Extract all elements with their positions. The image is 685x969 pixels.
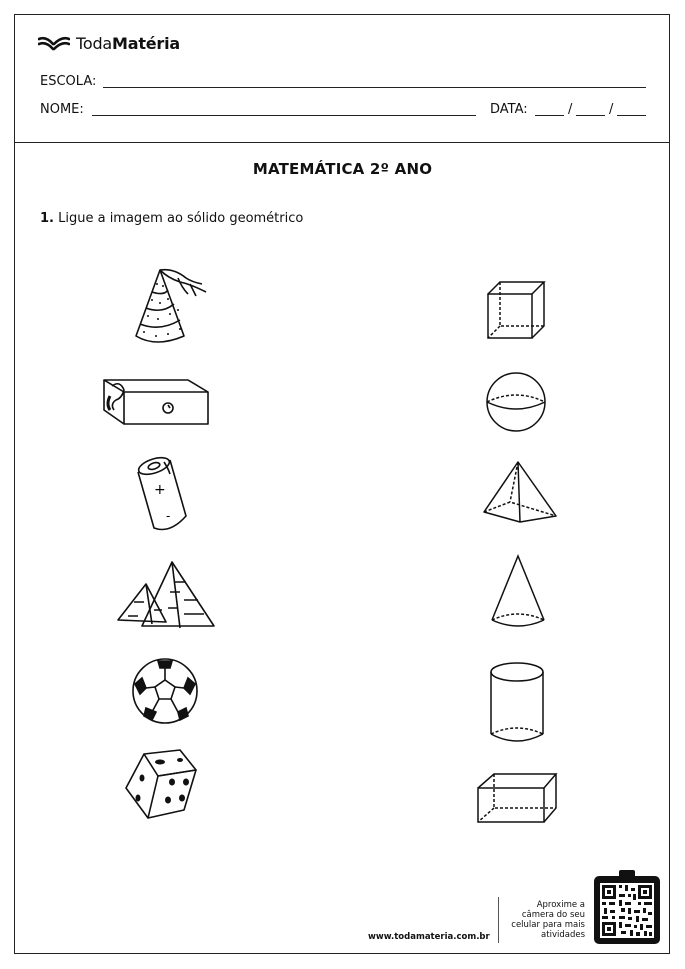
pyramids-icon	[118, 562, 214, 628]
battery-plus: +	[154, 482, 166, 498]
school-label: ESCOLA:	[40, 74, 97, 89]
square-pyramid-icon	[484, 462, 556, 522]
shoe-box-icon	[104, 380, 208, 424]
name-label: NOME:	[40, 102, 84, 117]
cube-icon	[488, 282, 544, 338]
date-year-line[interactable]	[617, 115, 646, 116]
date-separator: /	[609, 102, 614, 117]
cylinder-icon	[491, 663, 543, 741]
brand-logo	[38, 34, 180, 53]
battery-minus: -	[166, 509, 171, 523]
soccer-ball-icon	[133, 659, 197, 723]
footer-divider	[498, 897, 499, 943]
brand-name: TodaMatéria	[76, 34, 181, 53]
party-hat-icon	[130, 266, 212, 354]
worksheet-title: MATEMÁTICA 2º ANO	[252, 160, 433, 178]
qr-code-icon[interactable]	[592, 870, 662, 946]
header-divider	[14, 142, 670, 143]
question-1: 1. Ligue a imagem ao sólido geométrico	[40, 211, 304, 226]
rectangular-prism-icon	[478, 774, 556, 822]
date-label: DATA:	[490, 102, 528, 117]
footer-qr-caption: Aproxime a câmera do seu celular para mais atividades	[511, 900, 585, 940]
cone-icon	[492, 556, 544, 626]
name-line[interactable]	[92, 115, 476, 116]
logo-icon	[38, 35, 70, 53]
date-month-line[interactable]	[576, 115, 605, 116]
sphere-icon	[487, 373, 545, 431]
worksheet-frame	[14, 14, 670, 954]
date-day-line[interactable]	[535, 115, 564, 116]
school-line[interactable]	[103, 87, 646, 88]
date-separator: /	[568, 102, 573, 117]
footer-url[interactable]: www.todamateria.com.br	[368, 932, 490, 942]
